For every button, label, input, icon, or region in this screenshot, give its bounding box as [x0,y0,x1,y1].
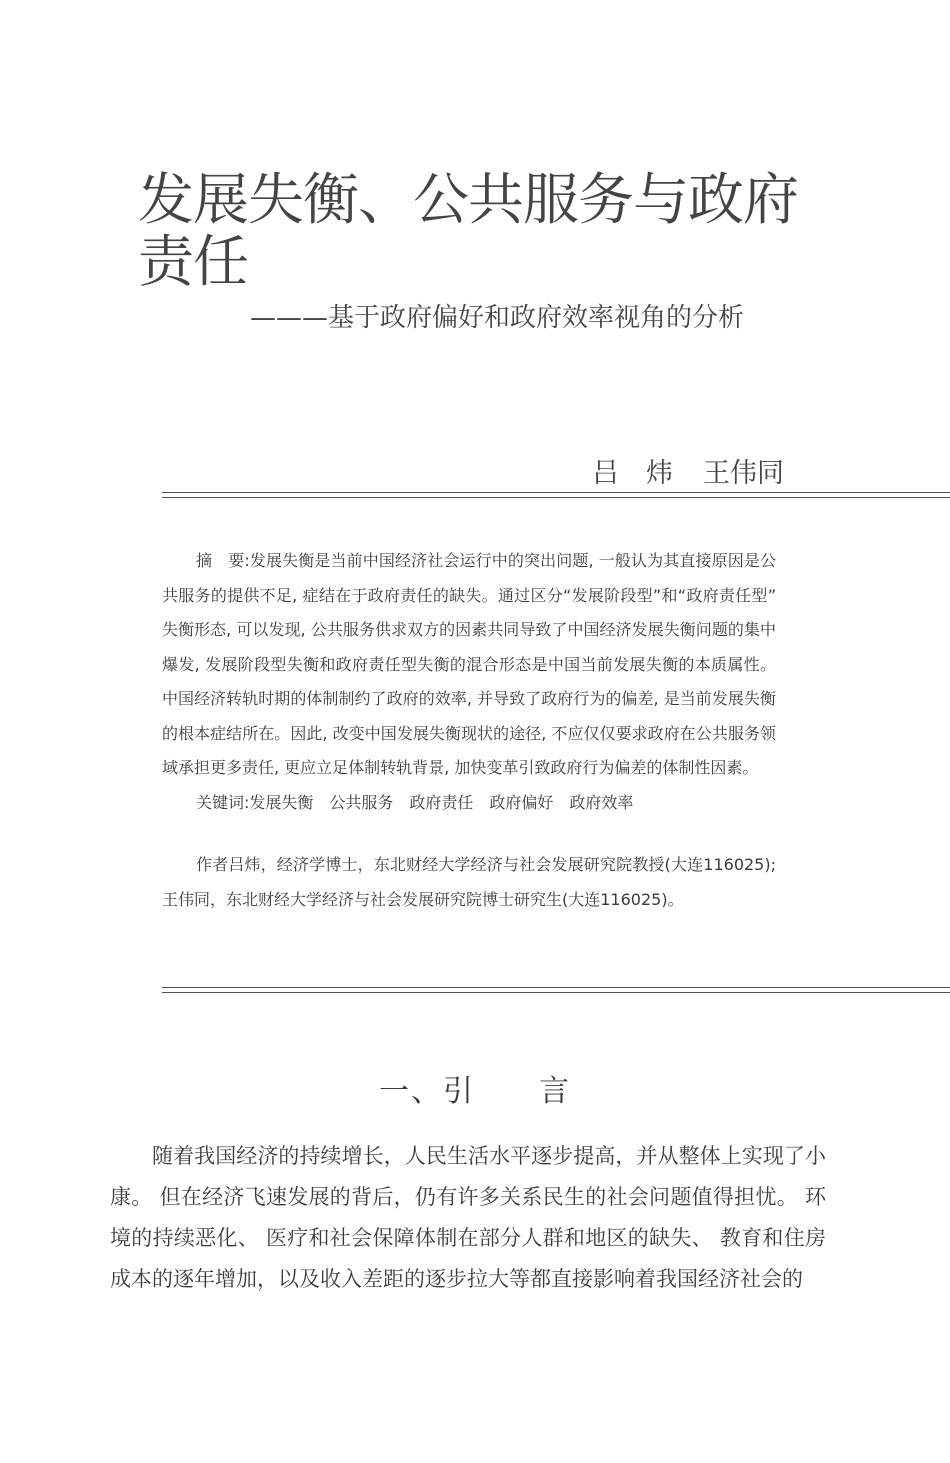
body-text [110,1136,826,1300]
author-name: 吕 炜 [592,458,673,489]
author-name: 王伟同 [703,458,784,489]
double-rule-bottom [162,987,950,993]
article-title: 发展失衡、公共服务与政府责任 [138,168,798,295]
author-list [592,456,784,492]
article-subtitle: ———基于政府偏好和政府效率视角的分析 [250,303,745,333]
spacer [162,820,776,848]
abstract-block [162,544,776,917]
keywords-line: 关键词:发展失衡 公共服务 政府责任 政府偏好 政府效率 [196,792,634,812]
section-heading: 一、引 言 [379,1074,571,1109]
double-rule-top [162,492,950,498]
body-paragraph: 随着我国经济的持续增长，人民生活水平逐步提高，并从整体上实现了小康。 但在经济飞速发展的背后，仍有许多关系民生的社会问题值得担忧。 环境的持续恶化、 医疗和社会保障体制在部分人群和地区的缺失、 教育和住房成本的逐年增加，以及收入差距的逐步拉大等都直接影响着我国经济社会的 [110,1144,826,1291]
author-info: 作者吕炜，经济学博士，东北财经大学经济与社会发展研究院教授(大连116025);王伟同，东北财经大学经济与社会发展研究院博士研究生(大连116025)。 [162,855,776,909]
abstract-paragraph: 摘 要:发展失衡是当前中国经济社会运行中的突出问题, 一般认为其直接原因是公共服务的提供不足, 症结在于政府责任的缺失。通过区分“发展阶段型”和“政府责任型” 失衡形态, 可以发现, 公共服务供求双方的因素共同导致了中国经济发展失衡问题的集中爆发, 发展阶段型失衡和政府责任型失衡的混合形态是中国当前发展失衡的本质属性。中国经济转轨时期的体制制约了政府的效率, 并导致了政府行为的偏差, 是当前发展失衡的根本症结所在。因此, 改变中国发展失衡现状的途径, 不应仅仅要求政府在公共服务领域承担更多责任, 更应立足体制转轨背景, 加快变革引致政府行为偏差的体制性因素。 [162,551,776,777]
